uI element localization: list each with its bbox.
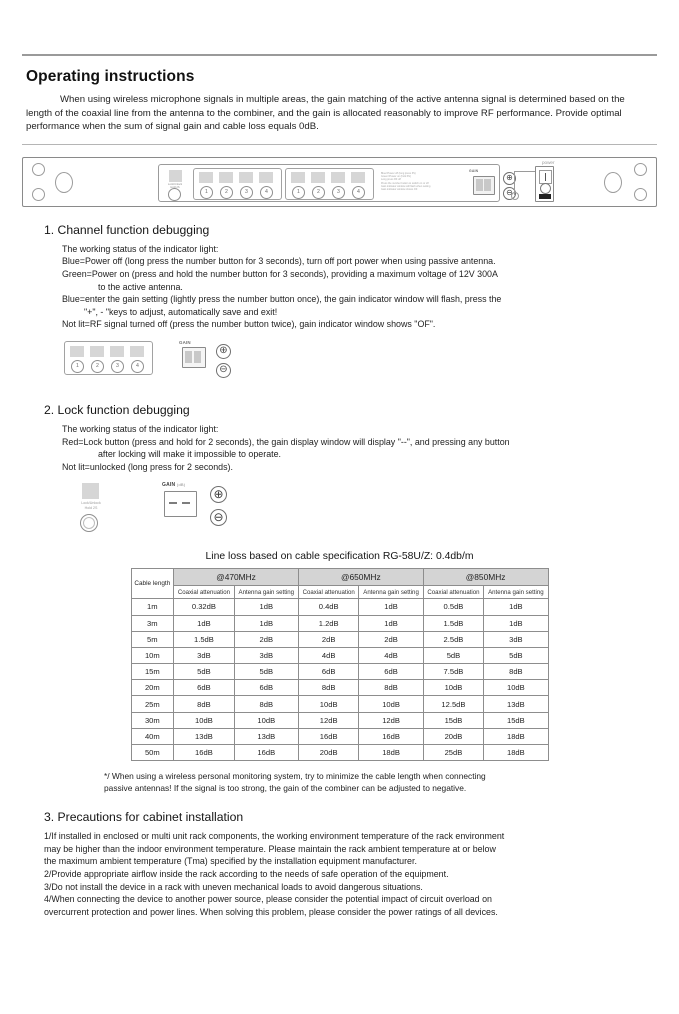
lock-mini-diagram: [64, 483, 679, 533]
table-row: [131, 631, 548, 647]
table-subheader: Antenna gain setting: [234, 586, 298, 599]
section-2-line: after locking will make it impossible to operate.: [98, 449, 282, 460]
table-cell: 2dB: [234, 631, 298, 647]
section-1-line: to the active antenna.: [98, 281, 183, 292]
table-cell: 25dB: [423, 745, 484, 761]
rack-handle-icon: [604, 172, 622, 193]
mini-gain-label-2: [162, 482, 185, 488]
table-row: [131, 664, 548, 680]
power-wire-icon: [514, 171, 536, 195]
table-subheader: Coaxial attenuation: [423, 586, 484, 599]
table-cell: 6dB: [234, 680, 298, 696]
table-cell-cable-length: 3m: [131, 615, 174, 631]
table-note: [104, 770, 584, 794]
rack-unit-diagram: [22, 157, 657, 207]
table-row: [131, 615, 548, 631]
mini-gain-increase-button-2[interactable]: ⊕: [210, 486, 227, 503]
mini-gain-display-2: [164, 491, 197, 517]
table-cell: 5dB: [174, 664, 235, 680]
channel-group-1: [193, 168, 282, 200]
table-cell: 10dB: [423, 680, 484, 696]
mount-screw-icon: [634, 188, 647, 201]
gain-display: [473, 176, 495, 195]
channel-led-icon: [219, 172, 233, 183]
channel-button-8[interactable]: 4: [352, 186, 365, 199]
panel-legend-line: Long press RF off: [381, 178, 401, 182]
table-cell: 20dB: [298, 745, 359, 761]
table-subheader: Coaxial attenuation: [174, 586, 235, 599]
mini-gain-label-text: GAIN: [162, 482, 176, 489]
table-note-line2: passive antennas! If the signal is too strong, the gain of the combiner can be adjusted to negative.: [104, 783, 467, 794]
document-page: [0, 54, 679, 1014]
gain-display-label: GAIN: [469, 168, 479, 173]
section-1-line: Blue=Power off (long press the number button for 3 seconds), turn off port power when using passive antenna.: [62, 256, 496, 267]
table-cell-cable-length: 10m: [131, 647, 174, 663]
intro-text: When using wireless microphone signals in multiple areas, the gain matching of the active antenna signal is determined based on the length of the coaxial line from the antenna to the combiner, and the gain is allocated reasonably to improve RF performance. Provide optimal performance when the sum of signal gain and cable loss equals 0dB.: [26, 94, 625, 133]
table-row: [131, 696, 548, 712]
table-cell: 16dB: [298, 728, 359, 744]
table-cell: 1dB: [234, 615, 298, 631]
table-cell: 16dB: [234, 745, 298, 761]
table-header-row-sub: [131, 586, 548, 599]
table-header-cable-length: Cable length: [131, 569, 174, 599]
table-cell: 1.5dB: [174, 631, 235, 647]
power-connector-icon: [511, 192, 519, 200]
table-cell: 15dB: [423, 712, 484, 728]
table-cell: 1dB: [359, 615, 423, 631]
lock-led-icon: [82, 483, 99, 499]
lock-led-icon: [169, 170, 182, 182]
table-header-row-frequency: [131, 569, 548, 586]
channel-led-icon: [110, 346, 124, 357]
line-loss-table: [131, 568, 549, 761]
table-cell: 7.5dB: [423, 664, 484, 680]
table-subheader: Antenna gain setting: [484, 586, 548, 599]
channel-button-3[interactable]: 3: [240, 186, 253, 199]
mini-gain-label: GAIN: [179, 339, 191, 345]
table-cell-cable-length: 30m: [131, 712, 174, 728]
channel-led-icon: [130, 346, 144, 357]
section-3-line: may be higher than the indoor environment temperature. Please maintain the rack ambient temperature at or below: [44, 843, 496, 854]
header-divider: [22, 54, 657, 56]
table-cell: 8dB: [298, 680, 359, 696]
table-cell: 18dB: [484, 728, 548, 744]
table-cell: 1dB: [484, 599, 548, 615]
channel-button-6[interactable]: 2: [312, 186, 325, 199]
table-cell: 13dB: [234, 728, 298, 744]
table-cell: 5dB: [234, 664, 298, 680]
panel-legend-line: Green=Power on (hold 3S): [381, 175, 411, 179]
table-row: [131, 680, 548, 696]
channel-led-icon: [199, 172, 213, 183]
gain-decrease-button[interactable]: ⊖: [503, 187, 516, 200]
power-switch-bar: [539, 194, 551, 199]
channel-group-2: [285, 168, 374, 200]
channel-led-icon: [291, 172, 305, 183]
lock-micro-label-line2: Hold 2S: [170, 185, 180, 189]
lock-mini-label-line1: Lock/Unlock: [81, 501, 101, 506]
section-1-line: "+", - "keys to adjust, automatically save and exit!: [84, 306, 278, 317]
table-cell: 3dB: [484, 631, 548, 647]
table-cell-cable-length: 5m: [131, 631, 174, 647]
panel-legend-line: Blue=Power off (long press 3S): [381, 171, 416, 175]
table-header-freq-470: @470MHz: [174, 569, 299, 586]
channel-button-2[interactable]: 2: [220, 186, 233, 199]
table-cell: 16dB: [174, 745, 235, 761]
power-off-icon: [540, 183, 551, 194]
table-cell: 2dB: [298, 631, 359, 647]
section-3-line: 4/When connecting the device to another power source, please consider the potential impact of circuit overload on: [44, 894, 492, 905]
mount-screw-icon: [32, 188, 45, 201]
table-cell: 10dB: [359, 696, 423, 712]
section-3-line: overcurrent protection and power lines. When solving this problem, please consider the power ratings of all devices.: [44, 906, 498, 917]
table-row: [131, 647, 548, 663]
table-cell: 10dB: [484, 680, 548, 696]
lock-button[interactable]: [168, 188, 181, 201]
channel-button-1[interactable]: 1: [200, 186, 213, 199]
section-heading-2: 2. Lock function debugging: [44, 402, 190, 417]
section-3-line: 1/If installed in enclosed or multi unit rack components, the working environment temperature of the rack environment: [44, 831, 505, 842]
table-cell: 12dB: [298, 712, 359, 728]
lock-micro-label-line1: Lock/Unlock: [167, 182, 183, 186]
channel-mini-diagram: [64, 341, 679, 387]
table-cell-cable-length: 1m: [131, 599, 174, 615]
table-header-freq-650: @650MHz: [298, 569, 423, 586]
gain-digit: [185, 351, 192, 363]
section-3-line: the maximum ambient temperature (Tma) specified by the installation equipment manufacturer.: [44, 856, 417, 867]
page-title: Operating instructions: [26, 68, 195, 85]
table-note-line1: */ When using a wireless personal monitoring system, try to minimize the cable length when connecting: [104, 771, 486, 782]
table-row: [131, 728, 548, 744]
gain-dash-icon: [182, 502, 190, 504]
table-cell: 5dB: [484, 647, 548, 663]
table-header-freq-850: @850MHz: [423, 569, 548, 586]
mount-screw-icon: [32, 163, 45, 176]
table-cell: 1dB: [359, 599, 423, 615]
mini-gain-decrease-button-2[interactable]: ⊖: [210, 509, 227, 526]
table-cell: 1.2dB: [298, 615, 359, 631]
table-cell: 10dB: [298, 696, 359, 712]
section-3-line: 2/Provide appropriate airflow inside the rack according to the needs of safe operation of the equipment.: [44, 868, 449, 879]
table-cell: 18dB: [484, 745, 548, 761]
table-cell-cable-length: 25m: [131, 696, 174, 712]
table-cell: 4dB: [298, 647, 359, 663]
lock-mini-label: [64, 501, 118, 511]
table-cell: 5dB: [423, 647, 484, 663]
table-cell: 20dB: [423, 728, 484, 744]
power-label: power: [542, 159, 555, 165]
table-cell-cable-length: 40m: [131, 728, 174, 744]
channel-led-icon: [90, 346, 104, 357]
section-body-1: [62, 243, 679, 331]
gain-dash-icon: [169, 502, 177, 504]
table-cell: 0.32dB: [174, 599, 235, 615]
channel-button-5[interactable]: 1: [292, 186, 305, 199]
rack-handle-icon: [55, 172, 73, 193]
section-1-line: Not lit=RF signal turned off (press the number button twice), gain indicator window shows "OF".: [62, 319, 436, 330]
intro-divider: [22, 144, 657, 145]
panel-legend-line: Gain indicator window will flash when setting: [381, 184, 431, 188]
channel-led-icon: [311, 172, 325, 183]
section-1-line: Green=Power on (press and hold the number button for 3 seconds), providing a maximum voltage of 12V 300A: [62, 268, 498, 279]
section-heading-1: 1. Channel function debugging: [44, 222, 210, 237]
table-cell: 12.5dB: [423, 696, 484, 712]
table-cell: 12dB: [359, 712, 423, 728]
section-2-line: The working status of the indicator light:: [62, 423, 219, 434]
power-switch[interactable]: [535, 166, 554, 202]
table-cell-cable-length: 15m: [131, 664, 174, 680]
table-row: [131, 599, 548, 615]
table-cell-cable-length: 50m: [131, 745, 174, 761]
table-subheader: Antenna gain setting: [359, 586, 423, 599]
table-cell: 3dB: [174, 647, 235, 663]
mini-gain-display: [182, 347, 206, 368]
mini-gain-decrease-button[interactable]: ⊖: [216, 363, 231, 378]
mini-channel-button-3[interactable]: 3: [111, 360, 124, 373]
mini-channel-button-1[interactable]: 1: [71, 360, 84, 373]
panel-legend-line: Press the number button to switch on or off: [381, 181, 429, 185]
channel-led-icon: [351, 172, 365, 183]
table-cell: 0.5dB: [423, 599, 484, 615]
section-3-line: 3/Do not install the device in a rack with uneven mechanical loads to avoid dangerous situations.: [44, 881, 423, 892]
table-cell: 8dB: [484, 664, 548, 680]
mount-screw-icon: [634, 163, 647, 176]
table-cell: 8dB: [234, 696, 298, 712]
table-cell: 6dB: [359, 664, 423, 680]
table-cell: 6dB: [298, 664, 359, 680]
table-cell: 18dB: [359, 745, 423, 761]
section-body-2: [62, 423, 679, 473]
table-row: [131, 712, 548, 728]
mini-channel-group: [64, 341, 153, 375]
table-row: [131, 745, 548, 761]
channel-button-4[interactable]: 4: [260, 186, 273, 199]
mini-channel-button-2[interactable]: 2: [91, 360, 104, 373]
section-2-line: Not lit=unlocked (long press for 2 seconds).: [62, 461, 233, 472]
table-cell: 16dB: [359, 728, 423, 744]
gain-digit: [484, 179, 491, 191]
intro-paragraph: [26, 93, 653, 134]
mini-gain-increase-button[interactable]: ⊕: [216, 344, 231, 359]
power-on-icon: [539, 170, 552, 184]
channel-led-icon: [331, 172, 345, 183]
channel-led-icon: [259, 172, 273, 183]
panel-legend-line: Gain indicator window shows OF: [381, 188, 418, 192]
lock-mini-label-line2: Hold 2S: [84, 506, 98, 511]
lock-button[interactable]: [80, 514, 98, 532]
gain-digit: [476, 179, 483, 191]
table-cell: 2.5dB: [423, 631, 484, 647]
mini-gain-unit: (dB): [176, 482, 186, 488]
channel-led-icon: [70, 346, 84, 357]
table-cell: 15dB: [484, 712, 548, 728]
channel-button-7[interactable]: 3: [332, 186, 345, 199]
section-heading-3: 3. Precautions for cabinet installation: [44, 810, 244, 825]
gain-increase-button[interactable]: ⊕: [503, 172, 516, 185]
table-cell: 10dB: [174, 712, 235, 728]
table-cell: 8dB: [359, 680, 423, 696]
table-cell-cable-length: 20m: [131, 680, 174, 696]
channel-led-icon: [239, 172, 253, 183]
section-body-3: [44, 830, 679, 918]
mini-channel-button-4[interactable]: 4: [131, 360, 144, 373]
table-cell: 8dB: [174, 696, 235, 712]
table-cell: 13dB: [484, 696, 548, 712]
front-panel: [158, 164, 513, 202]
table-cell: 1dB: [484, 615, 548, 631]
table-cell: 6dB: [174, 680, 235, 696]
gain-digit: [194, 351, 201, 363]
table-cell: 0.4dB: [298, 599, 359, 615]
table-cell: 4dB: [359, 647, 423, 663]
table-body: [131, 599, 548, 761]
table-title: Line loss based on cable specification RG-58U/Z: 0.4db/m: [205, 551, 474, 563]
section-1-line: The working status of the indicator light:: [62, 243, 219, 254]
table-cell: 13dB: [174, 728, 235, 744]
table-cell: 3dB: [234, 647, 298, 663]
section-2-line: Red=Lock button (press and hold for 2 seconds), the gain display window will display "--", and pressing any button: [62, 436, 510, 447]
table-cell: 1dB: [234, 599, 298, 615]
section-1-line: Blue=enter the gain setting (lightly press the number button once), the gain indicator window will flash, press the: [62, 294, 502, 305]
table-cell: 2dB: [359, 631, 423, 647]
table-cell: 1.5dB: [423, 615, 484, 631]
table-cell: 10dB: [234, 712, 298, 728]
panel-legend-text: [381, 172, 459, 192]
table-cell: 1dB: [174, 615, 235, 631]
table-subheader: Coaxial attenuation: [298, 586, 359, 599]
